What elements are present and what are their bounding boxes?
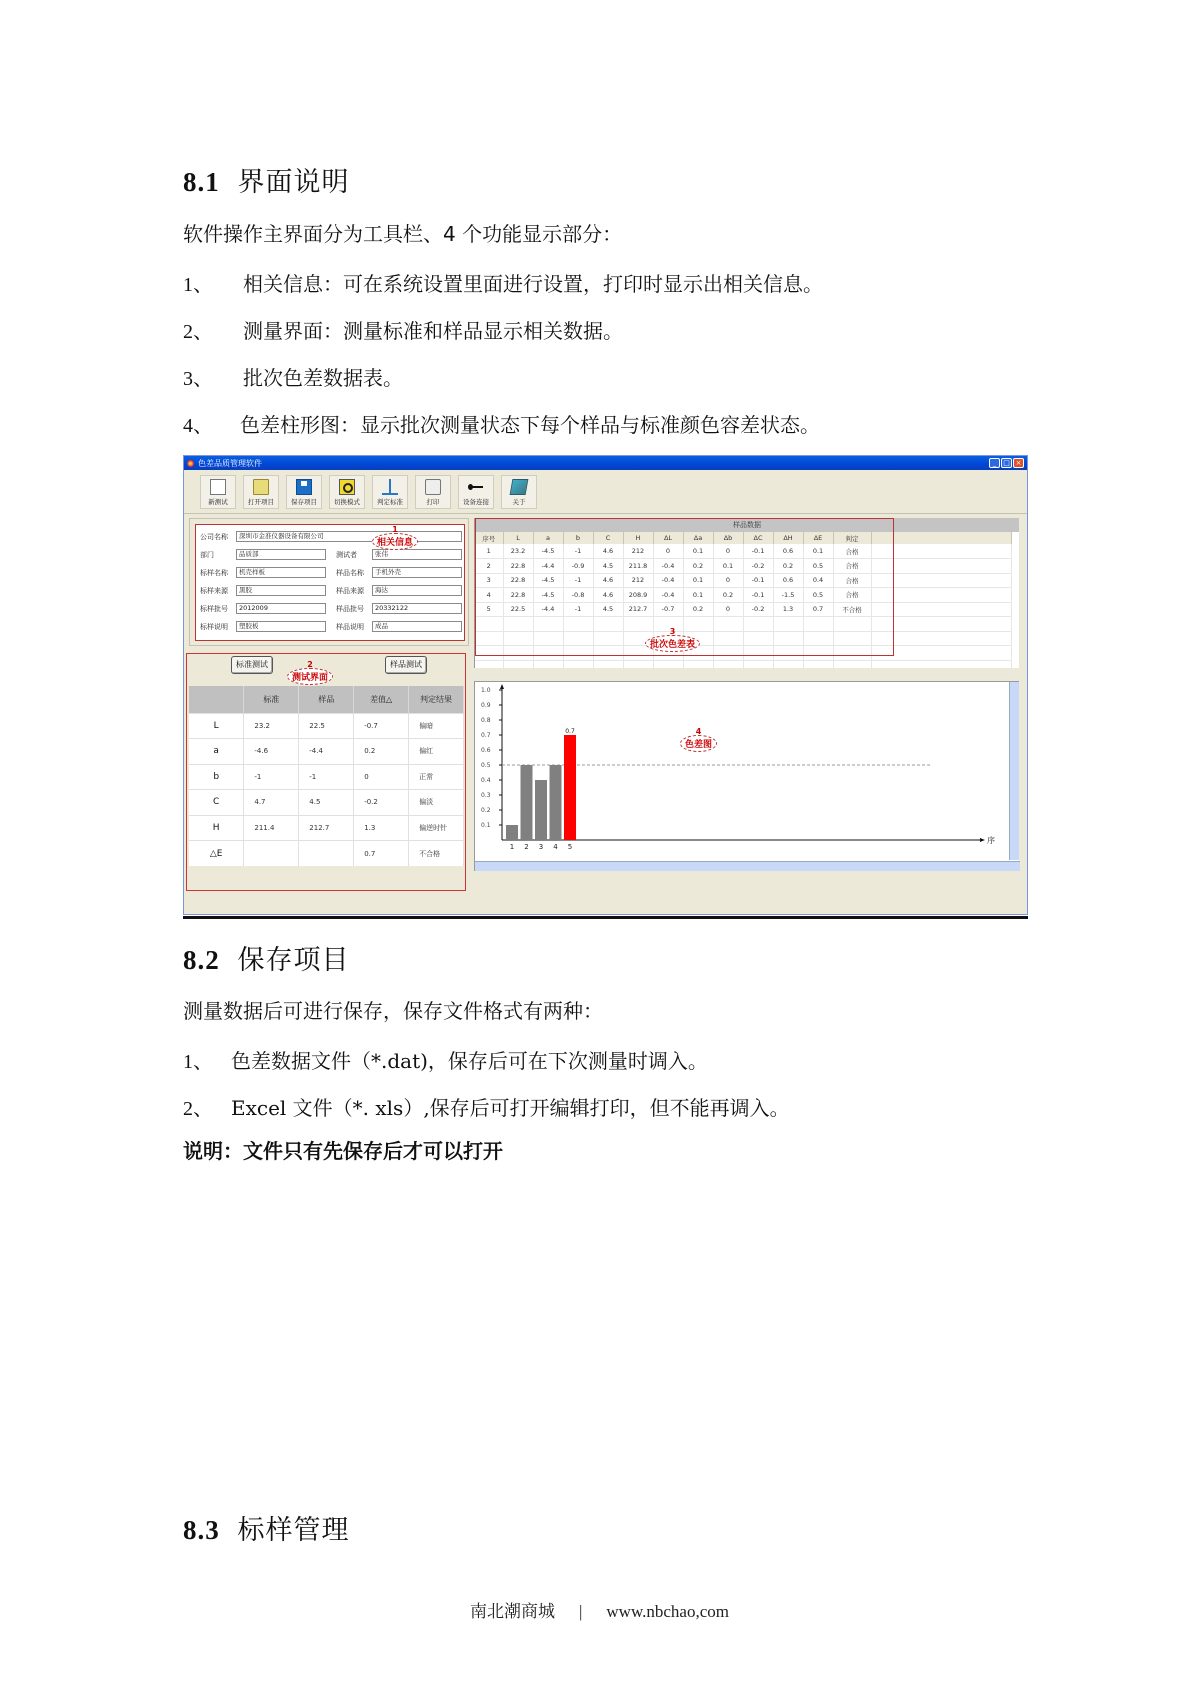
tester-field[interactable]: 张伟 xyxy=(372,549,462,560)
annotation-test: 2 测试界面 xyxy=(287,668,333,685)
list-item: 1、 相关信息：可在系统设置里面进行设置，打印时显示出相关信息。 xyxy=(183,272,823,296)
table-row: L 23.2 22.5 -0.7 偏暗 xyxy=(189,713,464,739)
svg-text:5: 5 xyxy=(567,843,573,851)
svg-text:1.0: 1.0 xyxy=(481,687,491,694)
sample-batch-field[interactable]: 20332122 xyxy=(372,603,462,614)
section-8-2-lead: 测量数据后可进行保存，保存文件格式有两种： xyxy=(183,999,603,1023)
svg-text:1: 1 xyxy=(509,843,515,851)
table-row[interactable] xyxy=(475,617,1011,632)
column-header[interactable]: a xyxy=(533,532,563,544)
usb-icon xyxy=(468,479,484,495)
standard-name-field[interactable]: 机壳样板 xyxy=(236,567,326,578)
info-row: 部门 品质部 测试者 张伟 xyxy=(200,549,462,560)
table-row: C 4.7 4.5 -0.2 偏淡 xyxy=(189,790,464,816)
table-row: H 211.4 212.7 1.3 偏逆时针 xyxy=(189,815,464,841)
window-titlebar xyxy=(184,456,1027,470)
column-header[interactable]: ΔE xyxy=(803,532,833,544)
batch-data-panel xyxy=(474,518,1019,668)
book-icon xyxy=(510,479,529,495)
info-panel xyxy=(189,518,469,646)
svg-text:0.6: 0.6 xyxy=(481,747,491,754)
table-row[interactable] xyxy=(475,660,1011,675)
column-header[interactable]: H xyxy=(623,532,653,544)
sample-test-button[interactable]: 样品测试 xyxy=(385,656,427,674)
color-diff-chart-panel xyxy=(474,681,1019,871)
list-item: 3、 批次色差数据表。 xyxy=(183,366,403,390)
list-item: 4、 色差柱形图：显示批次测量状态下每个样品与标准颜色容差状态。 xyxy=(183,413,820,437)
section-8-3-heading: 8.3 标样管理 xyxy=(183,1515,350,1546)
bar xyxy=(550,765,562,840)
info-row: 标样批号 2012009 样品批号 20332122 xyxy=(200,603,462,614)
new-document-icon xyxy=(210,479,226,495)
info-row: 标样名称 机壳样板 样品名称 手机外壳 xyxy=(200,567,462,578)
device-connect-button[interactable]: 设备连接 xyxy=(458,475,494,509)
column-header[interactable]: 序号 xyxy=(475,532,503,544)
divider xyxy=(183,916,1028,919)
company-field[interactable]: 深圳市金准仪器设备有限公司 xyxy=(236,531,462,542)
scale-icon xyxy=(382,479,398,495)
folder-icon xyxy=(253,479,269,495)
svg-text:0.9: 0.9 xyxy=(481,702,491,709)
svg-text:0.7: 0.7 xyxy=(481,732,491,739)
printer-icon xyxy=(425,479,441,495)
section-8-1-lead: 软件操作主界面分为工具栏、4 个功能显示部分： xyxy=(183,222,623,246)
test-results-table: 标准 样品 差值△ 判定结果 L 23.2 22.5 -0.7 偏暗 a -4.6 -4.4 0.2 偏红 b -1 -1 0 正常 C 4.7 4.5 -0.2 偏淡 H 211.4 212.7 1.3 偏逆时针 △E 0.7 不合格 xyxy=(189,686,464,866)
new-test-button[interactable]: 新测试 xyxy=(200,475,236,509)
column-header[interactable]: ΔC xyxy=(743,532,773,544)
svg-text:3: 3 xyxy=(538,843,544,851)
svg-text:0.2: 0.2 xyxy=(481,807,491,814)
bar xyxy=(564,735,576,840)
floppy-save-icon xyxy=(296,479,312,495)
section-8-2-heading: 8.2 保存项目 xyxy=(183,945,350,976)
column-header[interactable]: Δa xyxy=(683,532,713,544)
app-screenshot xyxy=(183,455,1028,915)
window-title: 色差品质管理软件 xyxy=(198,458,262,468)
company-row: 公司名称 深圳市金准仪器设备有限公司 xyxy=(200,531,462,542)
column-header[interactable]: b xyxy=(563,532,593,544)
bar xyxy=(521,765,533,840)
bar xyxy=(535,780,547,840)
criteria-button[interactable]: 判定标准 xyxy=(372,475,408,509)
svg-text:0.5: 0.5 xyxy=(481,762,491,769)
sample-name-field[interactable]: 手机外壳 xyxy=(372,567,462,578)
about-button[interactable]: 关于 xyxy=(501,475,537,509)
list-item: 1、 色差数据文件（*.dat)，保存后可在下次测量时调入。 xyxy=(183,1049,708,1073)
switch-mode-icon xyxy=(339,479,355,495)
section-8-1-heading xyxy=(183,160,350,199)
footer-site-name: 南北潮商城 xyxy=(470,1602,555,1621)
column-header[interactable]: L xyxy=(503,532,533,544)
close-button[interactable]: × xyxy=(1013,458,1024,468)
save-project-button[interactable]: 保存项目 xyxy=(286,475,322,509)
test-panel xyxy=(186,653,466,891)
svg-text:4: 4 xyxy=(553,843,558,851)
section-title: 界面说明 xyxy=(237,167,350,198)
svg-text:0.1: 0.1 xyxy=(481,822,491,829)
table-row[interactable]: 4 22.8 -4.5 -0.8 4.6 208.9 -0.4 0.1 0.2 -0.1 -1.5 0.5 合格 xyxy=(475,588,1011,603)
table-row[interactable]: 3 22.8 -4.5 -1 4.6 212 -0.4 0.1 0 -0.1 0.6 0.4 合格 xyxy=(475,573,1011,588)
page-footer: 南北潮商城 | www.nbchao,com xyxy=(470,1602,729,1621)
standard-source-field[interactable]: 黑胶 xyxy=(236,585,326,596)
sample-note-field[interactable]: 成品 xyxy=(372,621,462,632)
svg-text:2: 2 xyxy=(524,843,529,851)
info-row: 标样来源 黑胶 样品来源 海达 xyxy=(200,585,462,596)
standard-note-field[interactable]: 塑胶板 xyxy=(236,621,326,632)
print-button[interactable]: 打印 xyxy=(415,475,451,509)
svg-text:0.4: 0.4 xyxy=(481,777,491,784)
annotation-info: 1 相关信息 xyxy=(372,533,418,550)
list-item: 2、 测量界面：测量标准和样品显示相关数据。 xyxy=(183,319,623,343)
svg-text:0.7: 0.7 xyxy=(565,728,575,735)
column-header[interactable]: ΔL xyxy=(653,532,683,544)
column-header[interactable]: 判定 xyxy=(833,532,871,544)
switch-mode-button[interactable]: 切换模式 xyxy=(329,475,365,509)
annotation-batch: 3 批次色差表 xyxy=(645,635,700,652)
horizontal-scrollbar[interactable] xyxy=(475,861,1020,871)
column-header[interactable]: C xyxy=(593,532,623,544)
table-row[interactable]: 5 22.5 -4.4 -1 4.5 212.7 -0.7 0.2 0 -0.2 1.3 0.7 不合格 xyxy=(475,602,1011,617)
save-note: 说明：文件只有先保存后才可以打开 xyxy=(183,1139,503,1163)
table-row: b -1 -1 0 正常 xyxy=(189,764,464,790)
table-row[interactable]: 1 23.2 -4.5 -1 4.6 212 0 0.1 0 -0.1 0.6 0.1 合格 xyxy=(475,544,1011,559)
annotation-chart: 4 色差图 xyxy=(680,735,717,752)
standard-batch-field[interactable]: 2012009 xyxy=(236,603,326,614)
table-row: a -4.6 -4.4 0.2 偏红 xyxy=(189,739,464,765)
bar-chart xyxy=(475,682,1009,860)
app-logo-icon xyxy=(187,460,194,467)
table-row[interactable] xyxy=(475,646,1011,661)
department-field[interactable]: 品质部 xyxy=(236,549,326,560)
column-header[interactable]: Δb xyxy=(713,532,743,544)
list-item: 2、 Excel 文件（*. xls）,保存后可打开编辑打印，但不能再调入。 xyxy=(183,1096,790,1120)
svg-text:序: 序 xyxy=(987,836,995,845)
batch-table xyxy=(475,532,1012,675)
table-row[interactable]: 2 22.8 -4.4 -0.9 4.5 211.8 -0.4 0.2 0.1 -0.2 0.2 0.5 合格 xyxy=(475,559,1011,574)
toolbar xyxy=(184,470,1027,514)
sample-source-field[interactable]: 海达 xyxy=(372,585,462,596)
maximize-button[interactable]: □ xyxy=(1001,458,1012,468)
bar xyxy=(506,825,518,840)
svg-text:0.8: 0.8 xyxy=(481,717,491,724)
info-row: 标样说明 塑胶板 样品说明 成品 xyxy=(200,621,462,632)
column-header[interactable]: ΔH xyxy=(773,532,803,544)
section-number: 8.1 xyxy=(183,167,220,197)
table-row: △E 0.7 不合格 xyxy=(189,841,464,867)
table-row[interactable] xyxy=(475,631,1011,646)
vertical-scrollbar[interactable] xyxy=(1009,682,1019,860)
standard-test-button[interactable]: 标准测试 xyxy=(231,656,273,674)
svg-text:0.3: 0.3 xyxy=(481,792,491,799)
minimize-button[interactable]: _ xyxy=(989,458,1000,468)
open-project-button[interactable]: 打开项目 xyxy=(243,475,279,509)
batch-header: 样品数据 xyxy=(475,518,1019,532)
footer-url[interactable]: www.nbchao,com xyxy=(606,1602,729,1621)
